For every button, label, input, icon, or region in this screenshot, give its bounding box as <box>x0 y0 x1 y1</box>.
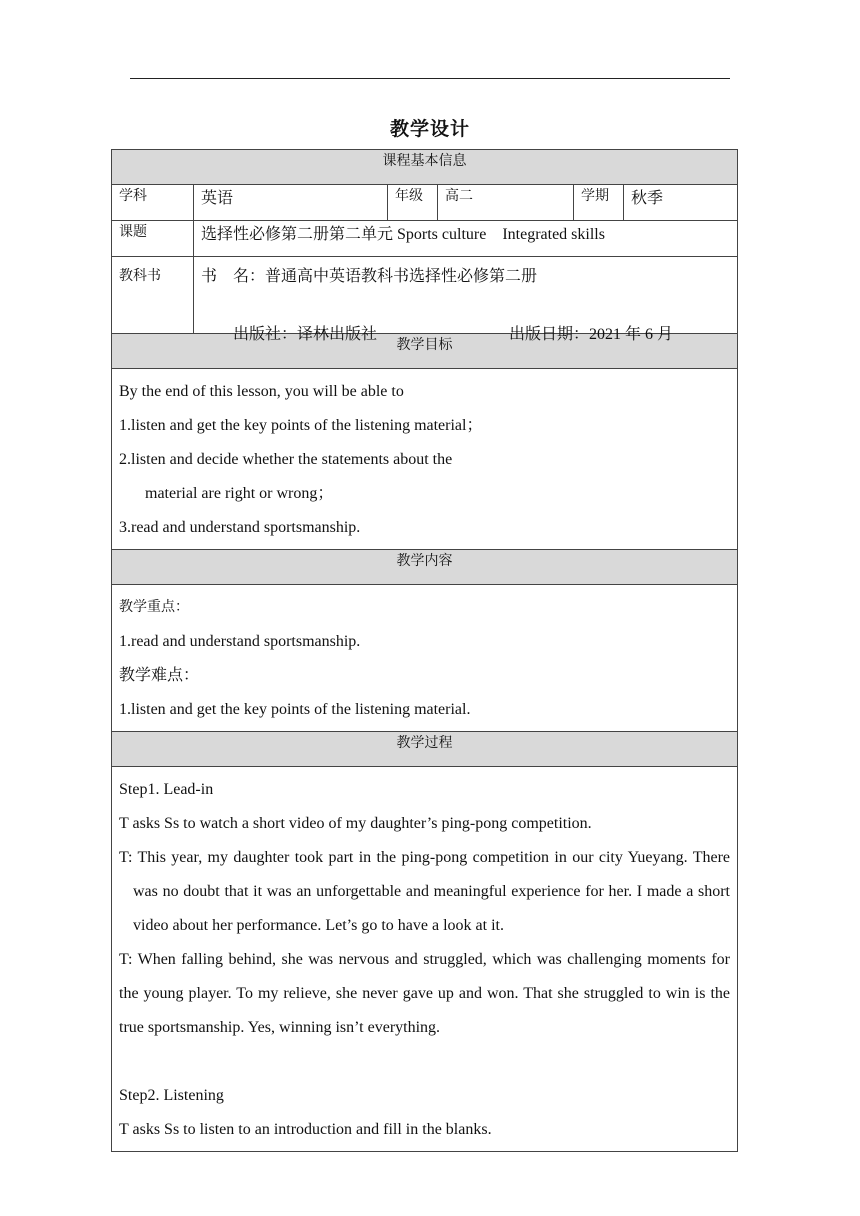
textbook-name: 书 名：普通高中英语教科书选择性必修第二册 <box>201 268 538 285</box>
topic-label: 课题 <box>112 221 194 257</box>
publish-date: 出版日期：2021 年 6 月 <box>509 326 674 343</box>
textbook-details <box>194 257 738 343</box>
grade-label: 年级 <box>388 185 438 221</box>
subject-label: 学科 <box>112 185 194 221</box>
difficult-point-item: 1.listen and get the key points of the listening material. <box>119 701 471 718</box>
step2-title: Step2. Listening <box>119 1087 224 1104</box>
publisher-line <box>201 291 730 343</box>
subject-value: 英语 <box>194 185 388 221</box>
difficult-points-label: 教学难点： <box>119 667 200 684</box>
step1-title: Step1. Lead-in <box>119 781 214 798</box>
objectives-intro: By the end of this lesson, you will be able to <box>119 383 404 400</box>
section-header-process <box>112 732 738 767</box>
topic-row <box>112 221 738 257</box>
objectives-body <box>112 369 738 550</box>
info-row <box>112 185 738 221</box>
document-title: 教学设计 <box>389 119 470 140</box>
process-row <box>112 767 738 1152</box>
objective-item-1: 1.listen and get the key points of the listening material； <box>119 417 483 434</box>
key-point-item: 1.read and understand sportsmanship. <box>119 633 361 650</box>
step1-teacher-talk-2: T: When falling behind, she was nervous and struggled, which was challenging moments for the young player. To my relieve, she never gave up and won. That she struggled to win is the true sportsmanship. Yes, winning isn’t everything. <box>119 951 730 1036</box>
grade-value: 高二 <box>438 185 574 221</box>
publisher: 出版社：译林出版社 <box>233 326 378 343</box>
step1-teacher-talk-1: T: This year, my daughter took part in the ping-pong competition in our city Yueyang. There was no doubt that it was an unforgettable and meaningful experience for her. I made a short video about her performance. Let’s go to have a look at it. <box>119 849 730 934</box>
spacer <box>119 1045 730 1079</box>
objective-item-2-continued: material are right or wrong； <box>145 485 334 502</box>
section-title: 课程基本信息 <box>112 150 738 185</box>
term-label: 学期 <box>574 185 624 221</box>
header-rule <box>130 78 730 79</box>
content-body <box>112 585 738 732</box>
objectives-row <box>112 369 738 550</box>
objective-item-3: 3.read and understand sportsmanship. <box>119 519 361 536</box>
section-header-basic-info <box>112 150 738 185</box>
textbook-row <box>112 257 738 334</box>
objective-item-2: 2.listen and decide whether the statements about the <box>119 451 453 468</box>
key-points-label: 教学重点： <box>119 600 189 615</box>
section-title: 教学目标 <box>112 334 738 369</box>
step1-task: T asks Ss to watch a short video of my daughter’s ping-pong competition. <box>119 815 592 832</box>
step2-task: T asks Ss to listen to an introduction and fill in the blanks. <box>119 1121 492 1138</box>
textbook-label: 教科书 <box>112 257 194 334</box>
lesson-plan-table <box>111 149 738 1152</box>
topic-value: 选择性必修第二册第二单元 Sports culture Integrated skills <box>194 221 738 257</box>
section-header-content <box>112 550 738 585</box>
content-row <box>112 585 738 732</box>
term-value: 秋季 <box>624 185 738 221</box>
section-title: 教学内容 <box>112 550 738 585</box>
process-body <box>112 767 738 1152</box>
section-title: 教学过程 <box>112 732 738 767</box>
